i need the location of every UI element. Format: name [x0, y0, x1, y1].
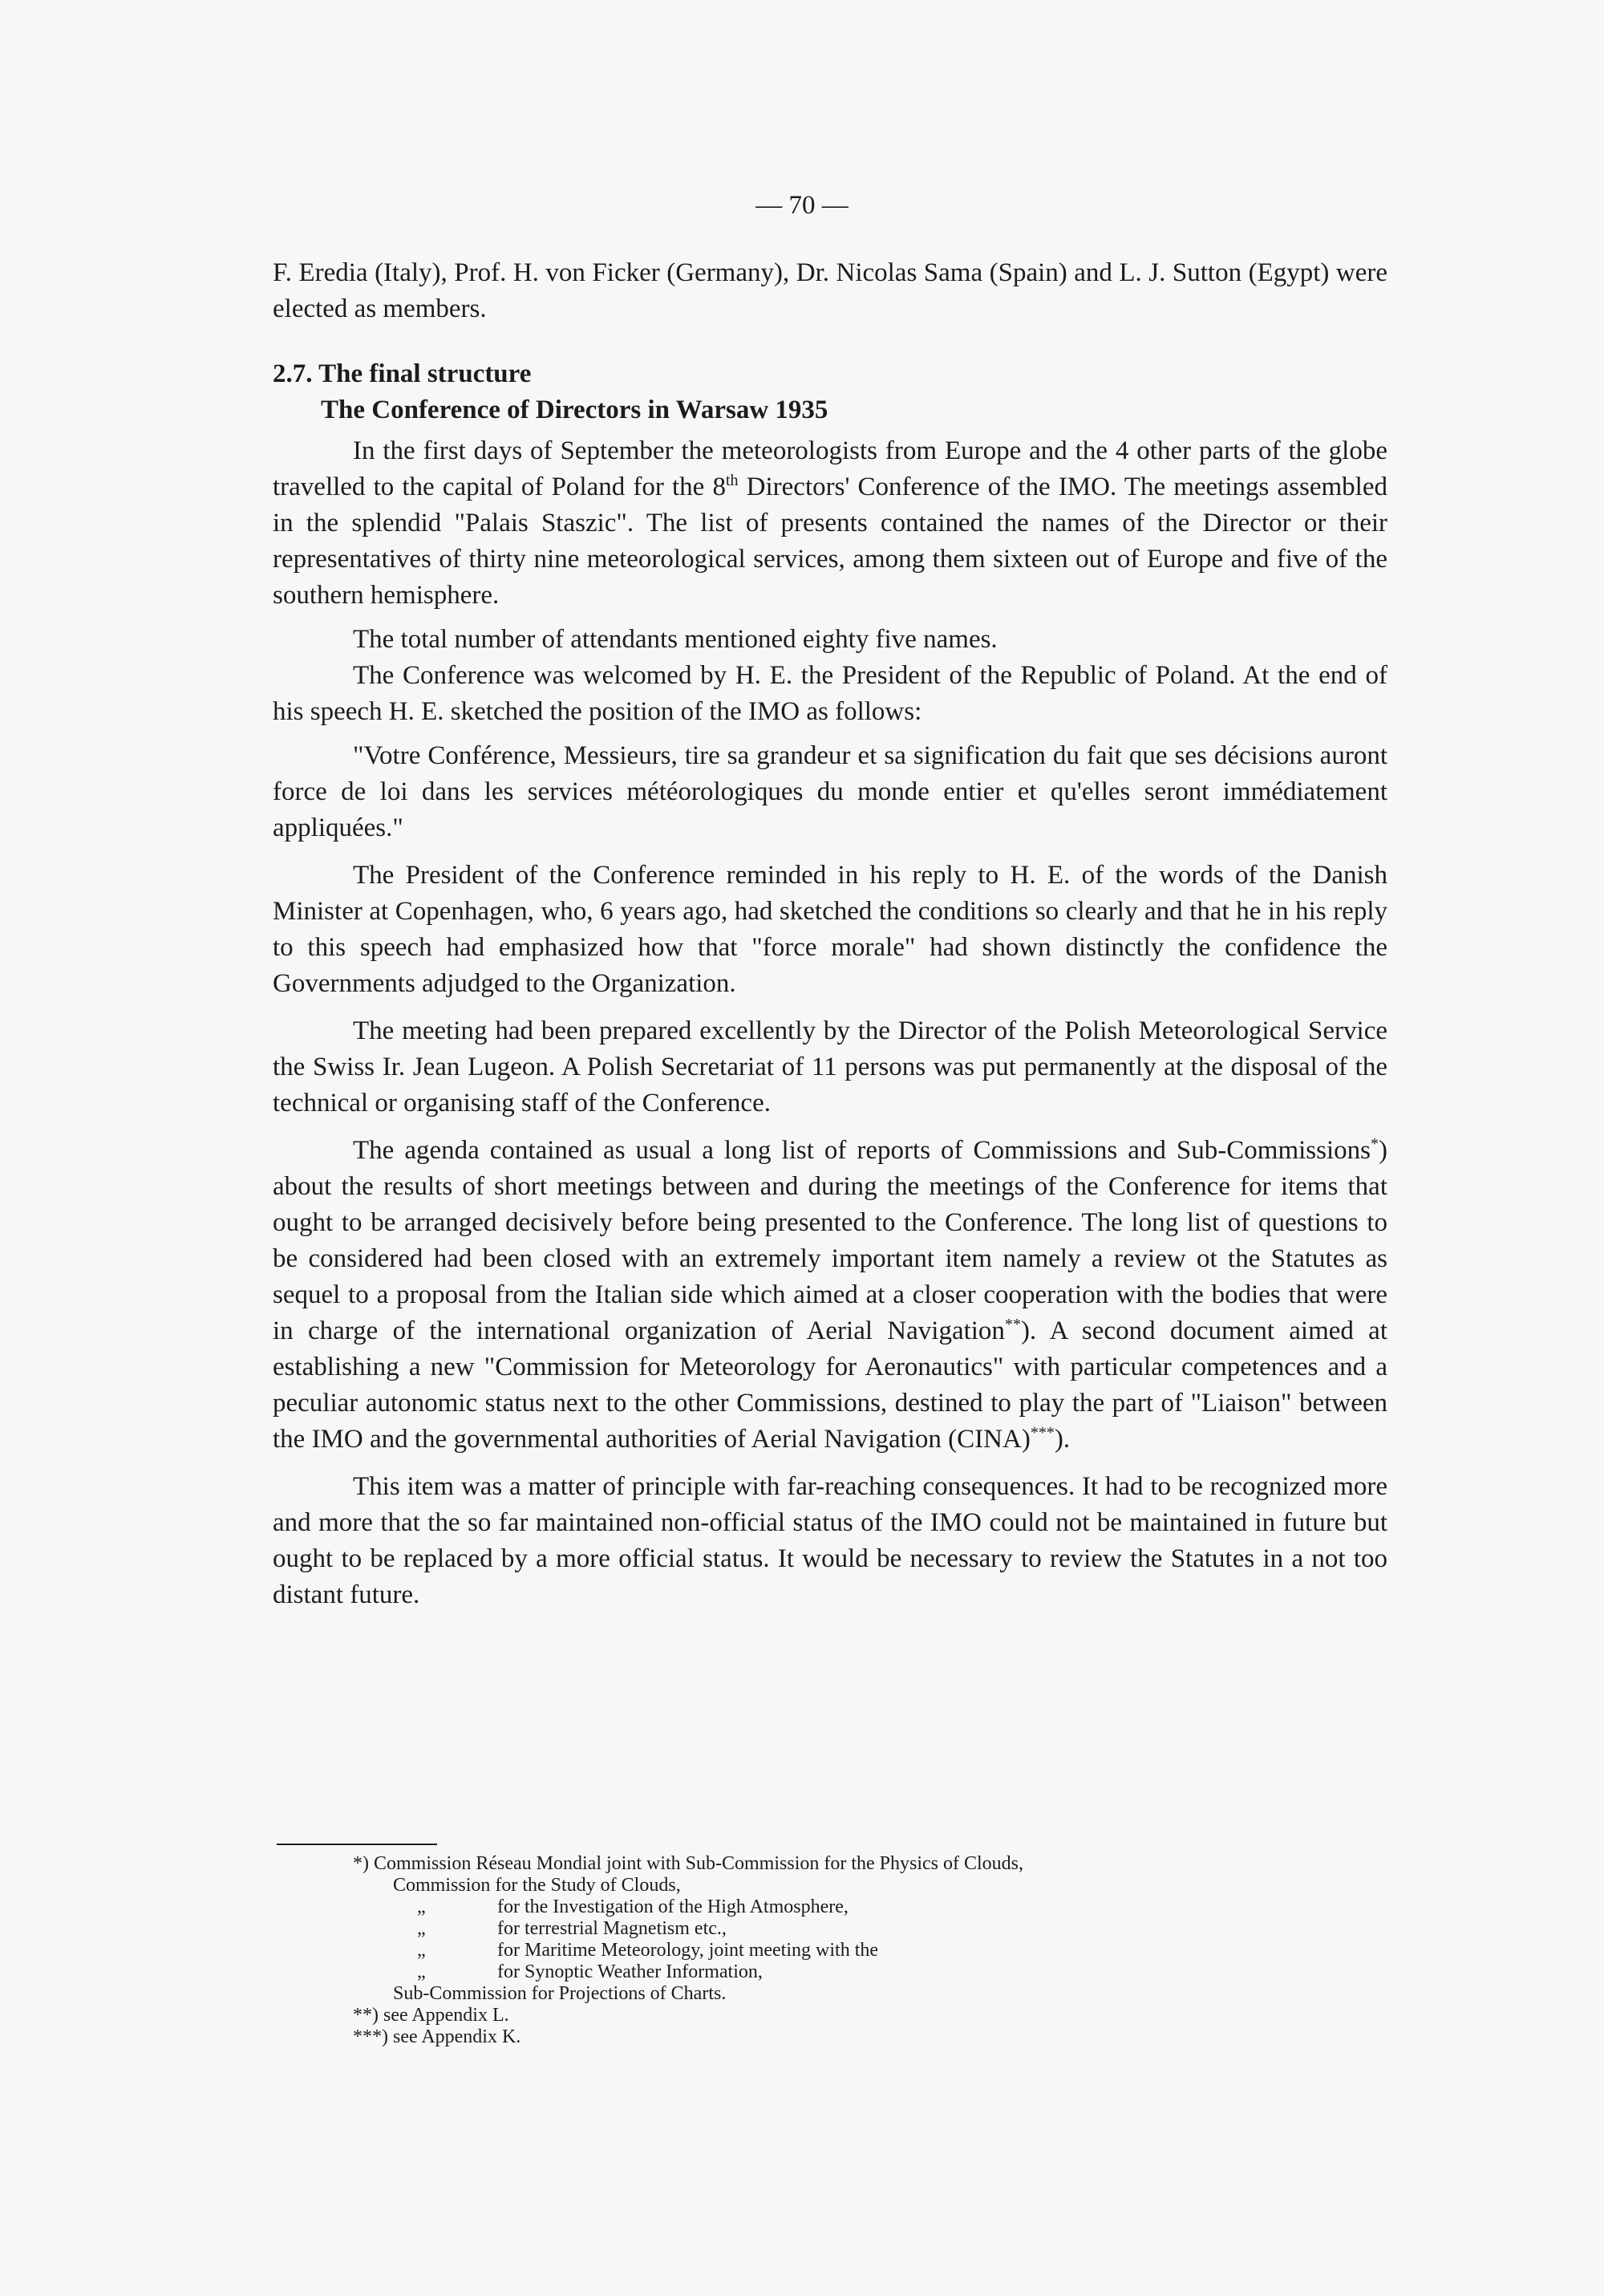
footnote-line: „ for Synoptic Weather Information, [417, 1961, 763, 1982]
footnotes [353, 1853, 1395, 2048]
paragraph: The Conference was welcomed by H. E. the President of the Republic of Poland. At the end of his speech H. E. sketched the position of the IMO as follows: [273, 661, 1387, 726]
paragraph: In the first days of September the meteorologists from Europe and the 4 other parts of the globe travelled to the capital of Poland for the 8th Directors' Conference of the IMO. The meetings assembled in the splendid "Palais Staszic". The list of presents contained the names of the Director or their representatives of thirty nine meteorological services, among them sixteen out of Europe and five of the southern hemisphere. [273, 436, 1387, 610]
quotation: "Votre Conférence, Messieurs, tire sa grandeur et sa signification du fait que ses décisions auront force de loi dans les services météorologiques du monde entier et qu'elles seront immédiatement appliquées." [273, 741, 1387, 842]
section-subtitle: The Conference of Directors in Warsaw 1935 [321, 396, 828, 424]
footnote: ***) see Appendix K. [353, 2026, 521, 2047]
footnote-marker: ** [1004, 1316, 1021, 1333]
footnote-marker: *** [1030, 1424, 1055, 1442]
footnote: *) Commission Réseau Mondial joint with Sub-Commission for the Physics of Clouds, [353, 1853, 1024, 1874]
footnote-line: „ for the Investigation of the High Atmosphere, [417, 1896, 849, 1917]
footnote-line: Commission for the Study of Clouds, [393, 1875, 681, 1896]
page-number: — 70 — [755, 191, 849, 220]
footnote: **) see Appendix L. [353, 2005, 509, 2026]
footnote-line: Sub-Commission for Projections of Charts. [393, 1983, 727, 2004]
paragraph: The total number of attendants mentioned eighty five names. [353, 625, 998, 654]
superscript-th: th [725, 472, 739, 489]
paragraph: The President of the Conference reminded in his reply to H. E. of the words of the Danish Minister at Copenhagen, who, 6 years ago, had sketched the conditions so clearly and that he in his reply to this speech had emphasized how that "force morale" had shown distinctly the confidence the Governments adjudged to the Organization. [273, 861, 1387, 998]
paragraph: This item was a matter of principle with far-reaching consequences. It had to be recognized more and more that the so far maintained non-official status of the IMO could not be maintained in future but ought to be replaced by a more official status. It would be necessary to review the Statutes in a not too distant future. [273, 1472, 1387, 1609]
footnote-marker: * [1371, 1135, 1379, 1153]
section-title: 2.7. The final structure [273, 359, 532, 388]
footnote-rule [277, 1844, 437, 1845]
paragraph: The agenda contained as usual a long list of reports of Commissions and Sub-Commissions*) about the results of short meetings between and during the meetings of the Conference for items that ought to be arranged decisively before being presented to the Conference. The long list of questions to be considered had been closed with an extremely important item namely a review ot the Statutes as sequel to a proposal from the Italian side which aimed at a closer cooperation with the bodies that were in charge of the international organization of Aerial Navigation**). A second document aimed at establishing a new "Commission for Meteorology for Aeronautics" with particular competences and a peculiar autonomic status next to the other Commissions, destined to play the part of "Liaison" between the IMO and the governmental authorities of Aerial Navigation (CINA)***). [273, 1135, 1387, 1454]
paragraph-continued: F. Eredia (Italy), Prof. H. von Ficker (Germany), Dr. Nicolas Sama (Spain) and L. J. Sutton (Egypt) were elected as members. [273, 258, 1387, 323]
body-text [273, 255, 1387, 1621]
footnote-line: „ for Maritime Meteorology, joint meeting with the [417, 1940, 879, 1961]
section-heading [273, 356, 1387, 428]
footnote-line: „ for terrestrial Magnetism etc., [417, 1918, 727, 1939]
paragraph: The meeting had been prepared excellently by the Director of the Polish Meteorological Service the Swiss Ir. Jean Lugeon. A Polish Secretariat of 11 persons was put permanently at the disposal of the technical or organising staff of the Conference. [273, 1016, 1387, 1118]
